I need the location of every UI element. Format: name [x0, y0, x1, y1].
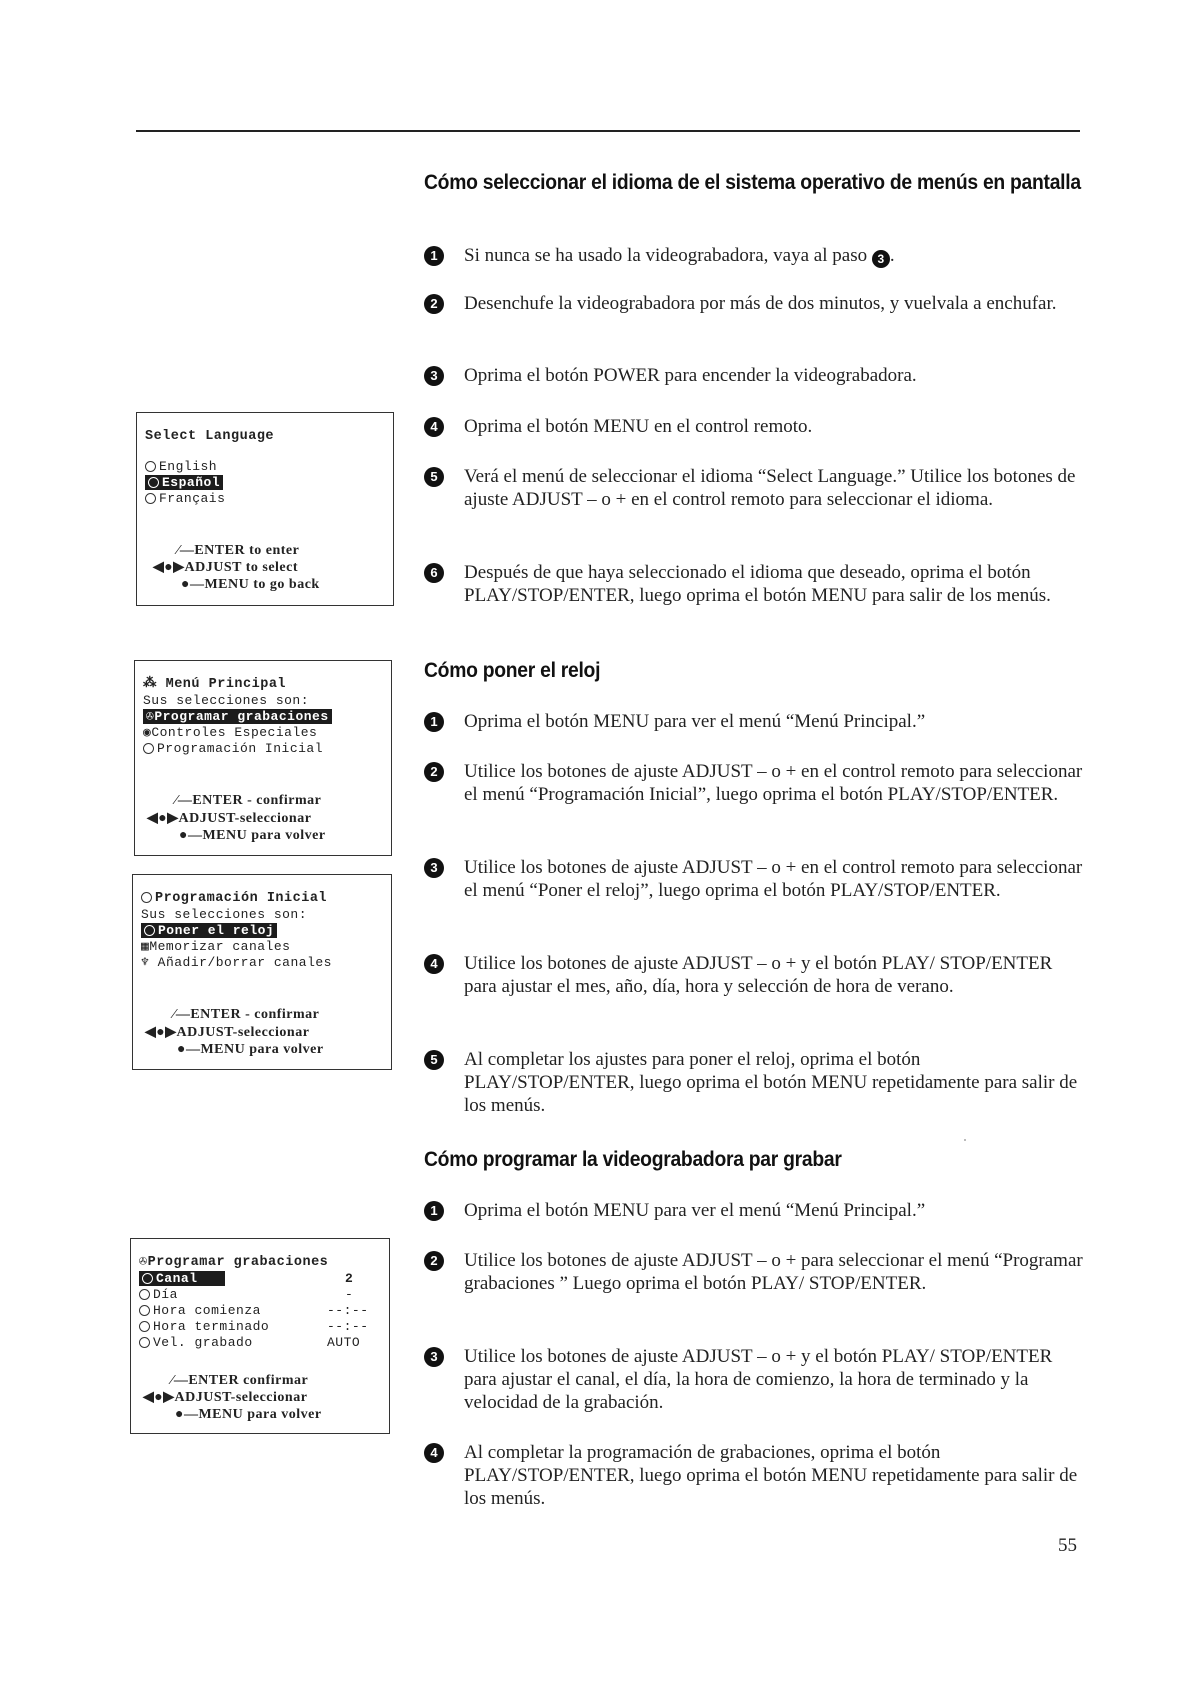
step-grabar-2 — [424, 1249, 1084, 1295]
step-text: Oprima el botón MENU para ver el menú “Menú Principal.” — [464, 1200, 926, 1221]
step-number: 2 — [424, 294, 444, 314]
osd-subtitle: Sus selecciones son: — [143, 693, 310, 708]
step-reloj-1 — [424, 710, 1084, 733]
clock-icon — [144, 925, 155, 936]
step-reloj-2 — [424, 760, 1084, 806]
step-reloj-3 — [424, 856, 1084, 902]
step-reloj-5 — [424, 1048, 1084, 1117]
step-idioma-3 — [424, 364, 1084, 387]
step-text: Desenchufe la videograbadora por más de dos minutos, y vuelvala a enchufar. — [464, 293, 1057, 314]
step-idioma-4 — [424, 415, 1084, 438]
osd-option-memorizar: Memorizar canales — [149, 939, 291, 954]
osd-key-menu: MENU para volver — [202, 828, 326, 843]
step-text: Utilice los botones de ajuste ADJUST – o + en el control remoto para seleccionar el menú “Programación Inicial”, luego oprima el botón PLAY/STOP/ENTER. — [464, 761, 1083, 805]
osd-option-programacion: Programación Inicial — [157, 741, 324, 756]
osd-row-comienza: Hora comienza — [153, 1303, 261, 1318]
osd-title: Menú Principal — [165, 677, 287, 692]
record-icon: ✇ — [139, 1255, 148, 1270]
osd-key-adjust: ADJUST to select — [184, 560, 299, 575]
step-text: Al completar la programación de grabaciones, oprima el botón PLAY/STOP/ENTER, luego oprima el botón MENU repetidamente para salir de los menús. — [464, 1442, 1078, 1509]
osd-value-terminado: --:-- — [327, 1319, 369, 1334]
step-text: Oprima el botón POWER para encender la videograbadora. — [464, 365, 917, 386]
step-number: 3 — [424, 1347, 444, 1367]
menu-key-icon: ●― — [179, 828, 203, 843]
step-number: 4 — [424, 417, 444, 437]
osd-option-programar: Programar grabaciones — [154, 709, 329, 724]
osd-title: Programación Inicial — [155, 891, 328, 906]
osd-key-enter: ENTER confirmar — [188, 1373, 309, 1388]
osd-option-controles: Controles Especiales — [151, 725, 318, 740]
osd-select-language — [136, 412, 394, 606]
option-icon — [139, 1305, 150, 1316]
menu-icon: ⁂ — [143, 677, 166, 692]
adjust-key-icon: ◀●▶ — [145, 1025, 177, 1040]
step-number: 2 — [424, 762, 444, 782]
option-icon — [139, 1321, 150, 1332]
osd-row-dia: Día — [153, 1287, 178, 1302]
osd-key-menu: MENU para volver — [200, 1042, 324, 1057]
step-number: 4 — [424, 954, 444, 974]
osd-key-adjust: ADJUST-seleccionar — [174, 1390, 308, 1405]
section-reloj — [424, 658, 1084, 683]
step-idioma-5 — [424, 465, 1084, 511]
step-number: 3 — [424, 858, 444, 878]
record-icon: ✇ — [146, 709, 155, 724]
memory-icon: ▦ — [141, 939, 150, 954]
step-grabar-4 — [424, 1441, 1084, 1510]
option-icon — [139, 1289, 150, 1300]
step-text: Utilice los botones de ajuste ADJUST – o + y el botón PLAY/ STOP/ENTER para ajustar el canal, el día, la hora de comienzo, la hora de terminado y la velocidad de la grabación. — [464, 1346, 1053, 1413]
step-number: 1 — [424, 246, 444, 266]
osd-key-adjust: ADJUST-seleccionar — [176, 1025, 310, 1040]
step-grabar-1 — [424, 1199, 1084, 1222]
osd-option-francais: Français — [159, 491, 226, 506]
enter-key-icon: ⁄― — [171, 1373, 189, 1388]
step-number: 1 — [424, 1201, 444, 1221]
osd-value-dia: - — [345, 1287, 354, 1302]
osd-programacion-inicial — [132, 874, 392, 1070]
osd-title: Programar grabaciones — [147, 1255, 329, 1270]
section-grabar — [424, 1147, 1084, 1172]
section-idioma — [424, 170, 1084, 195]
osd-row-velocidad: Vel. grabado — [153, 1335, 253, 1350]
osd-key-enter: ENTER to enter — [194, 543, 300, 558]
osd-value-canal: 2 — [345, 1271, 354, 1286]
osd-row-terminado: Hora terminado — [153, 1319, 270, 1334]
scan-speck — [964, 1139, 966, 1141]
step-tail: . — [889, 245, 895, 266]
step-text: Utilice los botones de ajuste ADJUST – o + y el botón PLAY/ STOP/ENTER para ajustar el mes, año, día, hora y selección de hora de verano. — [464, 953, 1053, 997]
osd-key-menu: MENU para volver — [198, 1407, 322, 1422]
controls-icon: ◉ — [143, 725, 152, 740]
section-title-reloj: Cómo poner el reloj — [424, 659, 601, 682]
enter-key-icon: ⁄― — [177, 543, 195, 558]
osd-key-menu: MENU to go back — [204, 577, 320, 592]
osd-title: Select Language — [145, 429, 275, 444]
option-icon — [145, 461, 156, 472]
enter-key-icon: ⁄― — [175, 793, 193, 808]
osd-menu-principal — [134, 660, 392, 856]
step-grabar-3 — [424, 1345, 1084, 1414]
page-number: 55 — [1058, 1535, 1077, 1556]
adjust-key-icon: ◀●▶ — [147, 811, 179, 826]
osd-option-anadir: Añadir/borrar canales — [157, 955, 332, 970]
adjust-key-icon: ◀●▶ — [153, 560, 185, 575]
step-number: 3 — [424, 366, 444, 386]
option-icon — [148, 477, 159, 488]
osd-option-reloj: Poner el reloj — [158, 923, 275, 938]
osd-programar-grabaciones — [130, 1238, 390, 1434]
osd-key-enter: ENTER - confirmar — [192, 793, 322, 808]
step-reference: 3 — [872, 250, 890, 268]
step-number: 5 — [424, 1050, 444, 1070]
option-icon — [145, 493, 156, 504]
osd-option-espanol: Español — [162, 475, 221, 490]
section-title-grabar: Cómo programar la videograbadora par grabar — [424, 1148, 842, 1171]
osd-key-adjust: ADJUST-seleccionar — [178, 811, 312, 826]
step-idioma-2 — [424, 292, 1084, 315]
step-reloj-4 — [424, 952, 1084, 998]
step-number: 1 — [424, 712, 444, 732]
antenna-icon: ♆ — [141, 955, 158, 970]
step-text: Utilice los botones de ajuste ADJUST – o + para seleccionar el menú “Programar grabaciones ” Luego oprima el botón PLAY/ STOP/ENTER. — [464, 1250, 1083, 1294]
step-number: 5 — [424, 467, 444, 487]
menu-key-icon: ●― — [175, 1407, 199, 1422]
setup-icon — [143, 743, 154, 754]
option-icon — [139, 1337, 150, 1348]
osd-row-canal: Canal — [156, 1271, 198, 1286]
option-icon — [142, 1273, 153, 1284]
osd-option-english: English — [159, 459, 218, 474]
setup-icon — [141, 892, 152, 903]
step-idioma-1 — [424, 244, 1084, 268]
step-text: Al completar los ajustes para poner el reloj, oprima el botón PLAY/STOP/ENTER, luego oprima el botón MENU repetidamente para salir de los menús. — [464, 1049, 1078, 1116]
osd-key-enter: ENTER - confirmar — [190, 1007, 320, 1022]
menu-key-icon: ●― — [181, 577, 205, 592]
section-title-idioma: Cómo seleccionar el idioma de el sistema operativo de menús en pantalla — [424, 171, 1081, 194]
step-text: Si nunca se ha usado la videograbadora, vaya al paso — [464, 245, 868, 266]
step-idioma-6 — [424, 561, 1084, 607]
step-text: Después de que haya seleccionado el idioma que deseado, oprima el botón PLAY/STOP/ENTER, luego oprima el botón MENU para salir de los menús. — [464, 562, 1051, 606]
osd-value-comienza: --:-- — [327, 1303, 369, 1318]
top-divider — [136, 130, 1080, 132]
step-text: Oprima el botón MENU para ver el menú “Menú Principal.” — [464, 711, 926, 732]
step-number: 2 — [424, 1251, 444, 1271]
enter-key-icon: ⁄― — [173, 1007, 191, 1022]
step-number: 6 — [424, 563, 444, 583]
osd-value-velocidad: AUTO — [327, 1335, 361, 1350]
step-number: 4 — [424, 1443, 444, 1463]
step-text: Utilice los botones de ajuste ADJUST – o + en el control remoto para seleccionar el menú “Poner el reloj”, luego oprima el botón PLAY/STOP/ENTER. — [464, 857, 1083, 901]
step-text: Oprima el botón MENU en el control remoto. — [464, 416, 813, 437]
menu-key-icon: ●― — [177, 1042, 201, 1057]
adjust-key-icon: ◀●▶ — [143, 1390, 175, 1405]
step-text: Verá el menú de seleccionar el idioma “Select Language.” Utilice los botones de ajuste ADJUST – o + en el control remoto para seleccionar el idioma. — [464, 466, 1076, 510]
osd-subtitle: Sus selecciones son: — [141, 907, 308, 922]
